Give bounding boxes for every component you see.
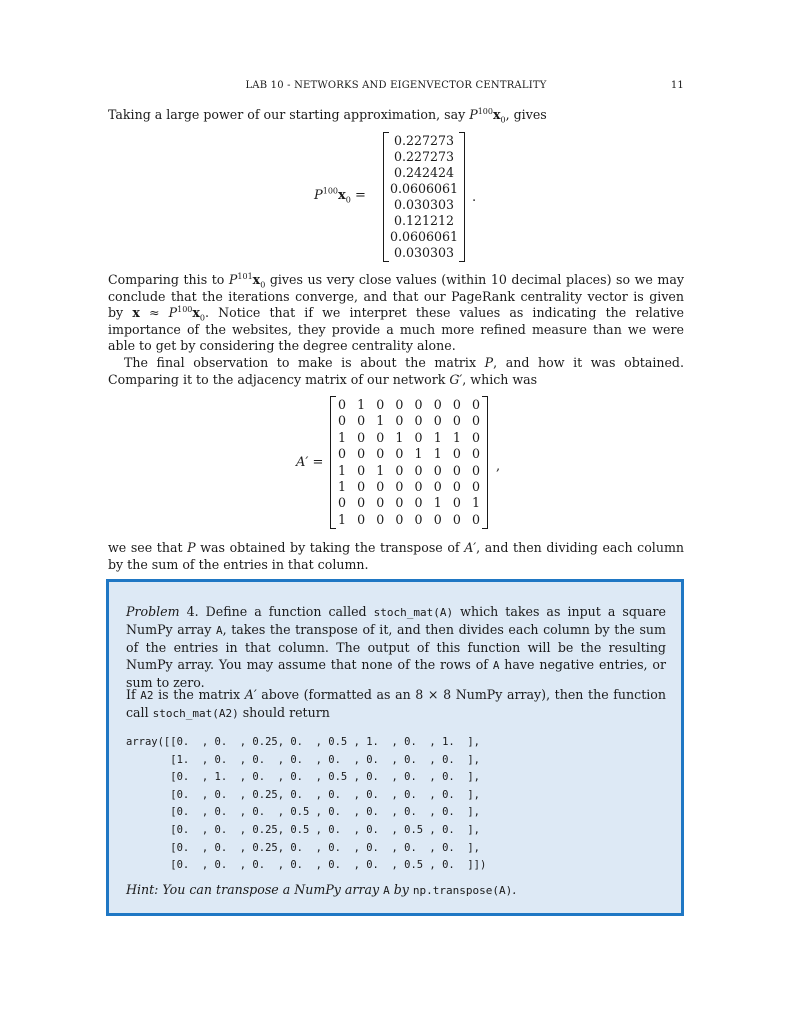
code-line: [0. , 0. , 0.25, 0. , 0. , 0. , 0. , 0. ], — [126, 788, 481, 801]
matrix-cell: 1 — [433, 446, 442, 462]
matrix-cell: 0 — [433, 413, 442, 429]
matrix-cell: 0 — [452, 446, 461, 462]
matrix-cell: 0 — [433, 462, 442, 478]
matrix-cell: 0 — [376, 446, 385, 462]
matrix-cell: 0 — [395, 511, 404, 527]
vector-eq-lhs: $P^{100}x_0$ = — [314, 186, 366, 205]
matrix-cell: 0 — [395, 478, 404, 494]
matrix-cell: 0 — [414, 511, 423, 527]
matrix-rows — [336, 397, 482, 528]
vector-eq-period: . — [472, 190, 477, 205]
matrix-cell: 0 — [414, 397, 423, 412]
matrix-cell: 0 — [452, 511, 461, 527]
matrix-row — [336, 479, 482, 495]
code-line: array([[0. , 0. , 0.25, 0. , 0.5 , 1. , 0. , 1. ], — [126, 736, 481, 748]
matrix-cell: 0 — [471, 446, 480, 462]
code-line: [0. , 0. , 0. , 0.5 , 0. , 0. , 0. , 0. ], — [126, 806, 481, 819]
matrix-cell: 0 — [414, 429, 423, 445]
matrix-row — [336, 446, 482, 462]
matrix-cell: 0 — [357, 446, 366, 462]
matrix-row — [336, 463, 482, 479]
matrix-cell: 0 — [357, 511, 366, 527]
matrix-cell: 0 — [452, 462, 461, 478]
matrix-cell: 0 — [337, 495, 346, 511]
matrix-cell: 0 — [357, 413, 366, 429]
matrix-cell: 0 — [452, 413, 461, 429]
matrix-cell: 0 — [357, 429, 366, 445]
vector-values — [383, 133, 465, 261]
code-line: [1. , 0. , 0. , 0. , 0. , 0. , 0. , 0. ], — [126, 753, 481, 766]
matrix-cell: 0 — [414, 462, 423, 478]
matrix-cell: 0 — [337, 413, 346, 429]
matrix-cell: 0 — [376, 511, 385, 527]
matrix-cell: 0 — [357, 462, 366, 478]
matrix-eq-comma: , — [496, 459, 501, 474]
vector-entry: 0.242424 — [393, 165, 455, 180]
matrix-row — [336, 495, 482, 511]
matrix-cell: 0 — [395, 495, 404, 511]
matrix-cell: 1 — [395, 429, 404, 445]
vector-entry: 0.0606061 — [389, 181, 459, 196]
matrix-cell: 0 — [452, 478, 461, 494]
adjacency-matrix — [330, 396, 488, 529]
vector-entry: 0.227273 — [393, 149, 455, 164]
code-line: [0. , 0. , 0.25, 0. , 0. , 0. , 0. , 0. ], — [126, 841, 481, 854]
vector-entry: 0.121212 — [393, 213, 455, 228]
matrix-cell: 0 — [433, 478, 442, 494]
matrix-cell: 0 — [337, 397, 346, 412]
matrix-cell: 0 — [395, 397, 404, 412]
code-line: [0. , 0. , 0. , 0. , 0. , 0. , 0.5 , 0. ]]) — [126, 859, 487, 872]
matrix-row — [336, 430, 482, 446]
matrix-cell: 0 — [471, 429, 480, 445]
matrix-cell: 0 — [471, 478, 480, 494]
matrix-cell: 0 — [414, 495, 423, 511]
matrix-cell: 0 — [433, 397, 442, 412]
matrix-cell: 0 — [376, 429, 385, 445]
problem-box — [106, 579, 684, 916]
matrix-cell: 1 — [337, 511, 346, 527]
matrix-cell: 1 — [376, 462, 385, 478]
matrix-cell: 1 — [376, 413, 385, 429]
code-line: [0. , 0. , 0.25, 0.5 , 0. , 0. , 0.5 , 0. ], — [126, 823, 481, 836]
running-title: LAB 10 - NETWORKS AND EIGENVECTOR CENTRALITY — [245, 80, 547, 91]
right-bracket — [459, 132, 465, 262]
intro-paragraph: Taking a large power of our starting approximation, say $P^{100}x_0$, gives — [108, 106, 547, 125]
matrix-cell: 0 — [433, 511, 442, 527]
matrix-cell: 0 — [395, 462, 404, 478]
matrix-cell: 1 — [337, 462, 346, 478]
matrix-row — [336, 413, 482, 429]
matrix-cell: 0 — [376, 478, 385, 494]
code-line: [0. , 1. , 0. , 0. , 0.5 , 0. , 0. , 0. ], — [126, 771, 481, 784]
matrix-cell: 0 — [414, 478, 423, 494]
vector-entry: 0.030303 — [393, 245, 455, 260]
paragraph-convergence: Comparing this to $P^{101}x_0$ gives us very close values (within 10 decimal places) so we may conclude that the iterations converge, and that our PageRank centrality vector is given by $x \approx P^{100}x_0$. Notice that if we interpret these values as indicating the relative importance of the websites, they provide a much more refined measure than we were able to get by considering the degree centrality alone. — [108, 271, 684, 354]
page-number: 11 — [670, 80, 684, 91]
matrix-cell: 1 — [433, 495, 442, 511]
matrix-cell: 0 — [395, 446, 404, 462]
matrix-row — [336, 397, 482, 413]
matrix-cell: 0 — [395, 413, 404, 429]
matrix-cell: 0 — [471, 462, 480, 478]
matrix-cell: 0 — [414, 413, 423, 429]
matrix-cell: 0 — [452, 397, 461, 412]
matrix-cell: 1 — [337, 478, 346, 494]
code-output — [126, 734, 486, 875]
matrix-cell: 1 — [357, 397, 366, 412]
hint-text: Hint: You can transpose a NumPy array A by np.transpose(A). — [126, 882, 517, 897]
matrix-cell: 1 — [337, 429, 346, 445]
right-bracket — [482, 396, 488, 529]
problem-statement: Problem 4. Define a function called stoch_mat(A) which takes as input a square NumPy array A, takes the transpose of it, and then divides each column by the sum of the entries in that column. The output of this function will be the resulting NumPy array. You may assume that none of the rows of A have negative entries, or sum to zero. — [126, 604, 666, 690]
matrix-cell: 0 — [357, 478, 366, 494]
matrix-cell: 0 — [471, 511, 480, 527]
matrix-cell: 1 — [452, 429, 461, 445]
matrix-eq-lhs: A′ = — [296, 455, 324, 470]
pagerank-vector — [383, 132, 465, 262]
matrix-cell: 1 — [414, 446, 423, 462]
matrix-cell: 0 — [376, 397, 385, 412]
matrix-cell: 0 — [471, 413, 480, 429]
matrix-cell: 0 — [357, 495, 366, 511]
matrix-cell: 1 — [433, 429, 442, 445]
matrix-cell: 0 — [376, 495, 385, 511]
vector-entry: 0.227273 — [393, 133, 455, 148]
matrix-cell: 0 — [452, 495, 461, 511]
paragraph-transpose: we see that P was obtained by taking the transpose of A′, and then dividing each column by the sum of the entries in that column. — [108, 540, 685, 572]
matrix-cell: 0 — [337, 446, 346, 462]
matrix-cell: 0 — [471, 397, 480, 412]
problem-example: If A2 is the matrix A′ above (formatted as an 8 × 8 NumPy array), then the function call stoch_mat(A2) should return — [126, 687, 666, 720]
vector-entry: 0.0606061 — [389, 229, 459, 244]
vector-entry: 0.030303 — [393, 197, 455, 212]
matrix-row — [336, 512, 482, 528]
paragraph-observation: The final observation to make is about the matrix P, and how it was obtained. Comparing it to the adjacency matrix of our network G′, which was — [108, 355, 684, 387]
matrix-cell: 1 — [471, 495, 480, 511]
